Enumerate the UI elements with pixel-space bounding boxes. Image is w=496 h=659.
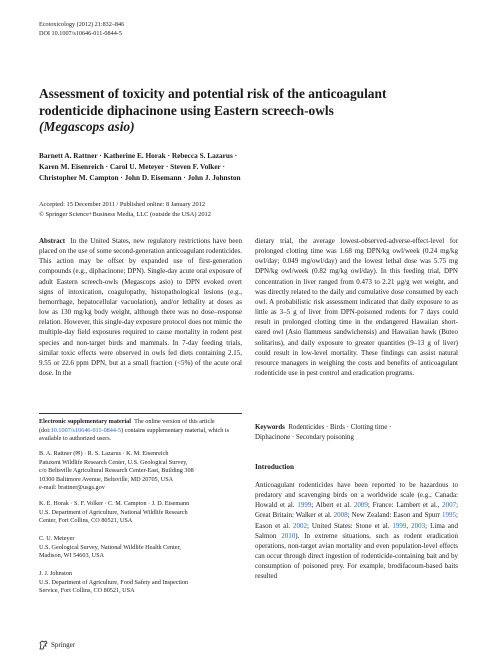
keywords-line-2: Diphacinone · Secondary poisoning (255, 434, 354, 441)
intro-text: ; France: Lambert et al., (367, 501, 443, 510)
abstract-continued-text: dietary trial, the average lowest-observed-adverse-effect-level for prolonged clotting time was 1.68 mg DPN/kg owl/week (0.24 mg/kg owl/day; 0.049 mg/owl/day) and the lowest lethal dose was 5.75 mg DPN/kg owl/week (0.82 mg/kg owl/day). In this feeding trial, DPN concentration in liver ranged from 0.473 to 2.21 μg/g wet weight, and was directly related to the daily and cumulative dose consumed by each owl. A probabilistic risk assessment indicated that daily exposure to as little as 3–5 g of liver from DPN-poisoned rodents for 7 days could result in prolonged clotting time in the endangered Hawaiian short-eared owl (Asio flammeus sandwichensis) and Hawaiian hawk (Buteo solitarius), and daily exposure to greater quantities (9–13 g of liver) could result in low-level mortality. These findings can assist natural resource managers in weighing the costs and benefits of anticoagulant rodenticide use in pest control and eradication programs. (255, 237, 458, 378)
esm-text-1: The online version of this article (doi: (39, 418, 215, 434)
journal-header (39, 20, 124, 38)
citation-link[interactable]: 2008 (333, 511, 348, 520)
title-line-3: (Megascops asio) (39, 119, 135, 134)
affiliation-line: Center, Fort Collins, CO 80521, USA (39, 517, 133, 524)
abstract-heading: Abstract (39, 237, 66, 245)
intro-text: ; United States: Stone et al. (306, 521, 393, 530)
intro-text: ). In extreme situations, such as rodent eradication operations, non-target avian mortality and even population-level effects can occur through direct ingestion of rodenticide-containing bait and by consumption of poisoned prey. For example, brodifacoum-based baits resulted (255, 531, 458, 581)
affiliation-line: B. A. Rattner (✉) · R. S. Lazarus · K. M. Eisenreich (39, 450, 169, 457)
intro-text: Anticoagulant rodenticides have been reported to be hazardous to predatory and scavenging birds on a worldwide scale (e.g., Canada: Howald et al. (255, 481, 458, 510)
doi-line: DOI 10.1007/s10646-011-0844-5 (39, 30, 122, 37)
intro-text: , (406, 521, 412, 530)
intro-text: ; New Zealand: Eason and Spurr (347, 511, 443, 520)
affiliation-line: Service, Fort Collins, CO 80521, USA (39, 587, 135, 594)
citation-link[interactable]: 2009 (353, 501, 368, 510)
citation-link[interactable]: 2010 (281, 531, 296, 540)
publisher-name: Springer (51, 641, 76, 649)
author-line-2: Karen M. Eisenreich · Carol U. Meteyer · Steven F. Volker · (39, 162, 225, 171)
affiliation-block-1 (39, 450, 242, 493)
author-line-3: Christopher M. Campton · John D. Eisemann · John J. Johnston (39, 173, 241, 182)
affiliation-line: Madison, WI 54603, USA (39, 552, 105, 559)
affiliation-block-2 (39, 500, 242, 526)
citation-link[interactable]: 1995 (442, 511, 457, 520)
introduction-heading: Introduction (255, 463, 295, 471)
author-line-1: Barnett A. Rattner · Katherine E. Horak · Rebecca S. Lazarus · (39, 151, 238, 160)
esm-doi-link[interactable]: 10.1007/s10646-011-0844-5 (50, 426, 122, 434)
keywords-line-1: Rodenticides · Birds · Clotting time · (288, 424, 392, 431)
email-line[interactable]: e-mail: brattner@usgs.gov (39, 484, 105, 491)
keywords-heading: Keywords (255, 424, 285, 431)
keywords (255, 423, 458, 443)
intro-text: ; Great Britain: Walker et al. (255, 501, 459, 520)
title-line-1: Assessment of toxicity and potential risk of the anticoagulant (39, 86, 387, 101)
affiliation-line: U.S. Department of Agriculture, Food Safety and Inspection (39, 578, 189, 586)
title-line-2: rodenticide diphacinone using Eastern screech-owls (39, 102, 334, 118)
citation-link[interactable]: 2003 (411, 521, 426, 530)
affiliation-line: Patuxent Wildlife Research Center, U.S. Geological Survey, (39, 458, 188, 466)
abstract-text: In the United States, new regulatory restrictions have been placed on the use of some second-generation anticoagulant rodenticides. This action may be offset by expanded use of first-generation compounds (e.g., diphacinone; DPN). Single-day acute oral exposure of adult Eastern screech-owls (Megascops asio) to DPN evoked overt signs of intoxication, coagulopathy, histopathological lesions (e.g., hemorrhage, hepatocellular vacuolation), and/or lethality at doses as low as 130 mg/kg body weight, although there was no dose–response relation. However, this single-day exposure protocol does not mimic the multiple-day field exposures required to cause mortality in rodent pest species and non-target birds and mammals. In 7-day feeding trials, similar toxic effects were observed in owls fed diets containing 2.15, 9.55 or 22.6 ppm DPN, but at a small fraction (<5%) of the acute oral dose. In the (39, 237, 242, 378)
publisher-footer (39, 640, 75, 650)
publication-dates (39, 200, 459, 219)
journal-citation: Ecotoxicology (2012) 21:832–846 (39, 21, 125, 28)
affiliation-line: c/o Beltsville Agricultural Research Center-East, Building 308 (39, 467, 194, 474)
affiliation-line: K. E. Horak · S. F. Volker · C. M. Campton · J. D. Eisemann (39, 500, 190, 507)
affiliation-line: 10300 Baltimore Avenue, Beltsville, MD 20705, USA (39, 475, 174, 483)
affiliation-line: U.S. Geological Survey, National Wildlife Health Center, (39, 543, 181, 551)
affiliation-block-4 (39, 570, 242, 596)
intro-text: ; Eason et al. (255, 511, 458, 530)
citation-link[interactable]: 2007 (442, 501, 457, 510)
abstract-continued (255, 236, 458, 378)
esm-heading: Electronic supplementary material (39, 418, 131, 425)
article-title (39, 86, 459, 136)
intro-text: ; Albert et al. (311, 501, 354, 510)
copyright-line: © Springer Science+Business Media, LLC (outside the USA) 2012 (39, 210, 211, 218)
affiliation-line: J. J. Johnston (39, 570, 73, 577)
citation-link[interactable]: 1999 (392, 521, 407, 530)
citation-link[interactable]: 1999 (297, 501, 312, 510)
affiliation-line: U.S. Department of Agriculture, National Wildlife Research (39, 508, 188, 516)
abstract (39, 236, 242, 378)
author-list (39, 150, 459, 183)
springer-horse-icon (39, 640, 48, 650)
accepted-line: Accepted: 15 December 2011 / Published online: 8 January 2012 (39, 201, 206, 208)
footnote-divider (39, 413, 242, 414)
affiliation-line: C. U. Meteyer (39, 535, 75, 542)
esm-text-2: ) contains supplementary material, which is available to authorized users. (39, 426, 230, 443)
intro-text: ; Lima and Salmon (255, 521, 458, 540)
affiliation-block-3 (39, 535, 242, 561)
citation-link[interactable]: 2002 (292, 521, 307, 530)
supplementary-note (39, 418, 242, 444)
introduction-text (255, 480, 458, 582)
